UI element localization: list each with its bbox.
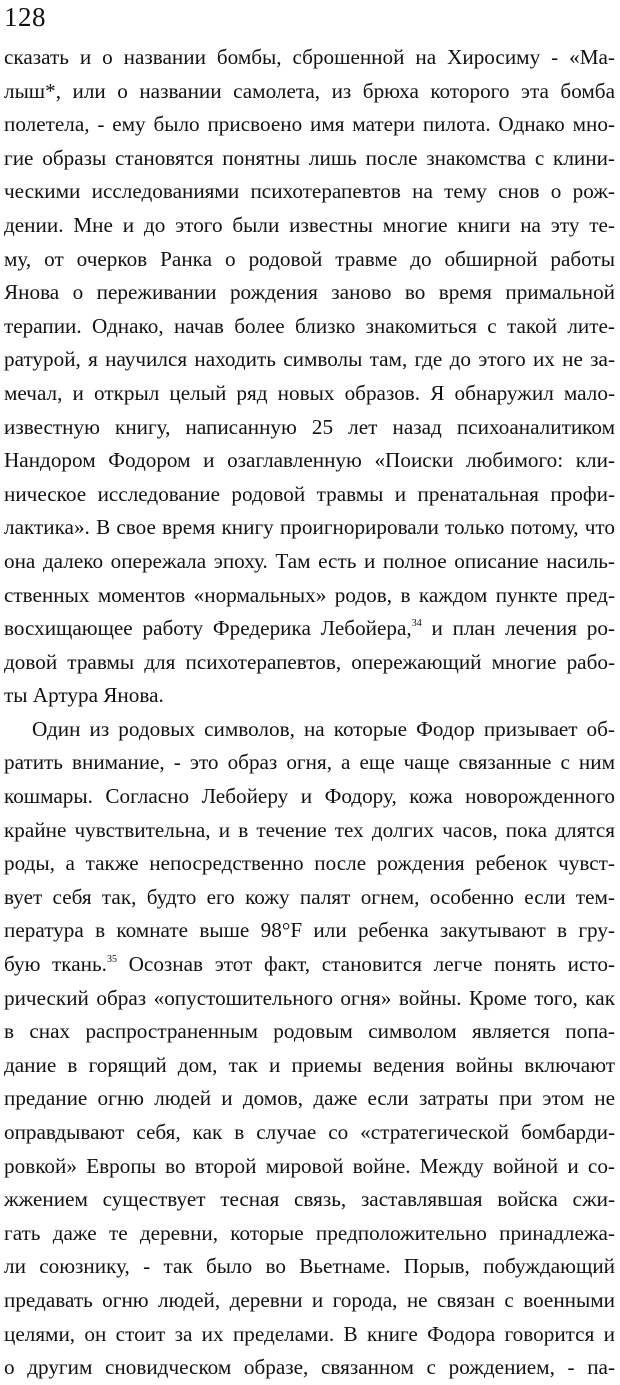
paragraph-1: [4, 41, 615, 713]
text-line: сказать и о названии бомбы, сброшенной на Хиросиму - «Ма-: [4, 45, 615, 69]
text-line: му, от очерков Ранка о родовой травме до обширной работы: [4, 246, 615, 271]
text-line: ческими исследованиями психотерапевтов на тему снов о рож-: [4, 179, 615, 204]
footnote-marker: 35: [106, 954, 117, 966]
text-line: рический образ «опустошительного огня» войны. Кроме того, как: [4, 985, 615, 1010]
text-line: в снах распространенным родовым символом является попа-: [4, 1019, 615, 1044]
text-line-with-footnote: [4, 948, 615, 982]
footnote-marker: 34: [411, 618, 422, 630]
body-text: [4, 41, 615, 1385]
text-line: дание в горящий дом, так и приемы ведения войны включают: [4, 1052, 615, 1077]
text-line: вует себя так, будто его кожу палят огнем, особенно если тем-: [4, 884, 615, 909]
text-line: ническое исследование родовой травмы и пренатальная профи-: [4, 481, 615, 506]
text-line: пература в комнате выше 98°F или ребенка закутывают в гру-: [4, 918, 615, 943]
text-line: ратить внимание, - это образ огня, а еще чаще связанные с ним: [4, 750, 615, 775]
text-line: крайне чувствительна, и в течение тех долгих часов, пока длятся: [4, 817, 615, 842]
text-line: ты Артура Янова.: [4, 683, 164, 708]
text-line: Один из родовых символов, на которые Фодор призывает об-: [32, 716, 615, 741]
text-line: гать даже те деревни, которые предположительно принадлежа-: [4, 1220, 615, 1245]
text-line: ственных моментов «нормальных» родов, в каждом пункте пред-: [4, 582, 615, 607]
page-number: 128: [4, 2, 46, 32]
text-line-with-footnote: [4, 612, 615, 646]
text-line: она далеко опережала эпоху. Там есть и полное описание насиль-: [4, 548, 615, 573]
text-line: предание огню людей и домов, даже если затраты при этом не: [4, 1086, 615, 1111]
paragraph-2: [4, 713, 615, 1385]
text-line: лыш*, или о названии самолета, из брюха которого эта бомба: [4, 78, 615, 103]
text-segment: бую ткань.: [4, 952, 107, 977]
text-line: предавать огню людей, деревни и города, не связан с военными: [4, 1287, 615, 1312]
text-line: довой травмы для психотерапевтов, опережающий многие рабо-: [4, 649, 615, 674]
text-line: роды, а также непосредственно после рождения ребенок чувст-: [4, 851, 615, 876]
text-line: целями, он стоит за их пределами. В книге Фодора говорится и: [4, 1321, 615, 1346]
text-line: Янова о переживании рождения заново во время примальной: [4, 280, 615, 305]
text-line: кошмары. Согласно Лебойеру и Фодору, кожа новорожденного: [4, 784, 615, 809]
text-line: терапии. Однако, начав более близко знакомиться с такой лите-: [4, 313, 615, 338]
text-line: гие образы становятся понятны лишь после знакомства с клини-: [4, 145, 615, 170]
text-segment: восхищающее работу Фредерика Лебойера,: [4, 616, 412, 641]
text-line: жжением существует тесная связь, заставлявшая войска сжи-: [4, 1187, 615, 1212]
text-segment: и план лечения ро-: [421, 616, 615, 641]
text-line: ровкой» Европы во второй мировой войне. Между войной и со-: [4, 1153, 615, 1178]
text-line: ратурой, я научился находить символы там, где до этого их не за-: [4, 347, 615, 372]
text-segment: Осознав этот факт, становится легче понять исто-: [116, 952, 615, 977]
text-line: о другим сновидческом образе, связанном с рождением, - па-: [4, 1355, 615, 1380]
text-line: дении. Мне и до этого были известны многие книги на эту те-: [4, 212, 615, 237]
text-line: известную книгу, написанную 25 лет назад психоаналитиком: [4, 414, 615, 439]
text-line: ли союзнику, - так было во Вьетнаме. Порыв, побуждающий: [4, 1254, 615, 1279]
text-line: полетела, - ему было присвоено имя матери пилота. Однако мно-: [4, 112, 615, 137]
text-line: мечал, и открыл целый ряд новых образов. Я обнаружил мало-: [4, 380, 615, 405]
text-line: лактика». В свое время книгу проигнорировали только потому, что: [4, 515, 615, 540]
text-line: оправдывают себя, как в случае со «стратегической бомбарди-: [4, 1120, 615, 1144]
text-line: Нандором Фодором и озаглавленную «Поиски любимого: кли-: [4, 448, 615, 473]
